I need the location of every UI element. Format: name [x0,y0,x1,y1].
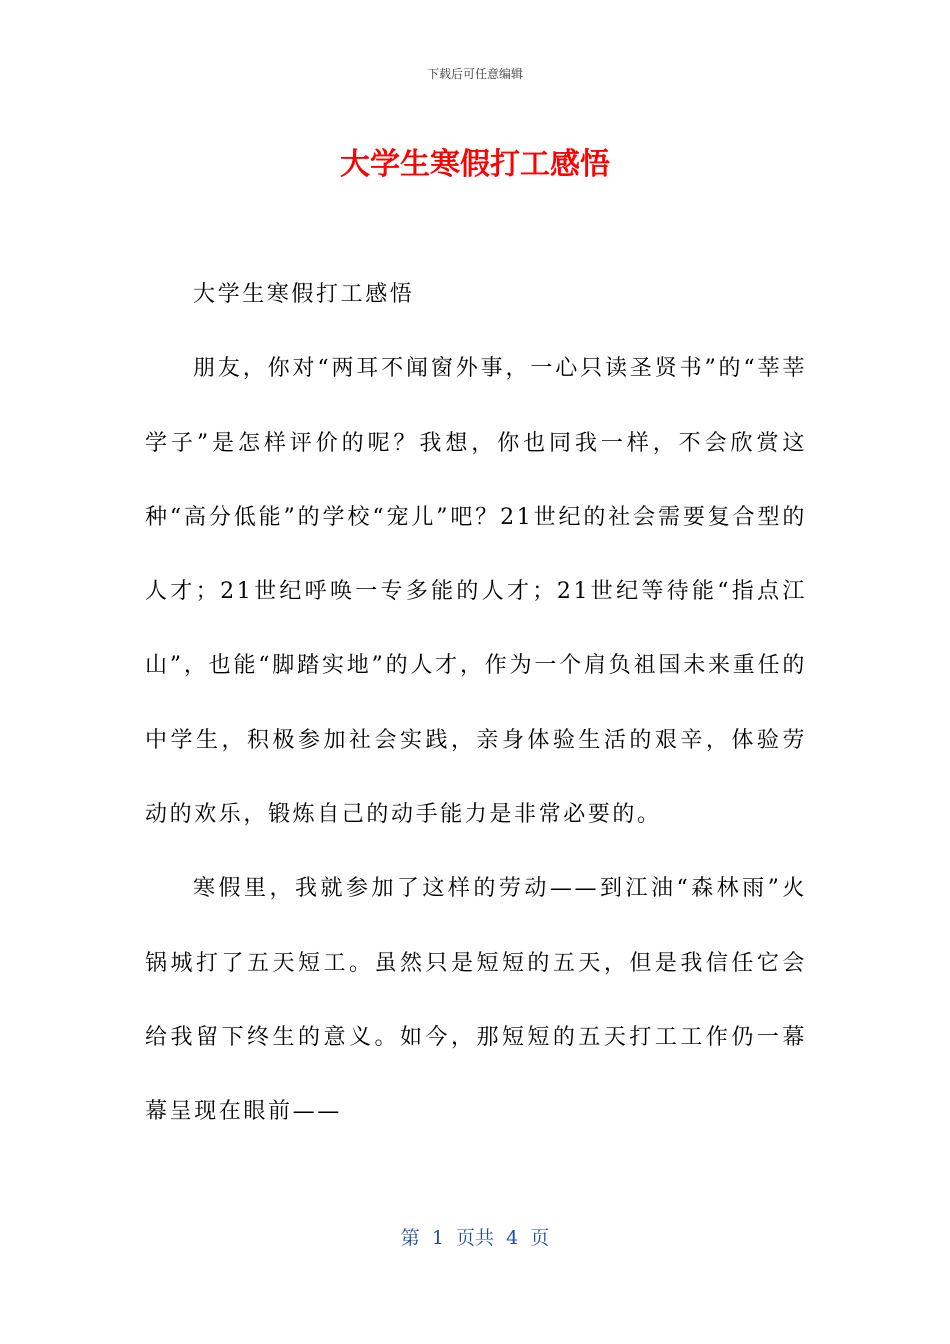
paragraph: 寒假里，我就参加了这样的劳动——到江油“森林雨”火锅城打了五天短工。虽然只是短短的五天，但是我信任它会给我留下终生的意义。如今，那短短的五天打工工作仍一幕幕呈现在眼前—— [145,876,807,1125]
header-note: 下载后可任意编辑 [426,67,523,81]
document-title: 大学生寒假打工感悟 [340,147,610,182]
document-body [145,258,807,1150]
paragraph: 朋友，你对“两耳不闻窗外事，一心只读圣贤书”的“莘莘学子”是怎样评价的呢？我想，你也同我一样，不会欣赏这种“高分低能”的学校“宠儿”吧？21世纪的社会需要复合型的人才；21世纪呼唤一专多能的人才；21世纪等待能“指点江山”，也能“脚踏实地”的人才，作为一个肩负祖国未来重任的中学生，积极参加社会实践，亲身体验生活的艰辛，体验劳动的欢乐，锻炼自己的动手能力是非常必要的。 [145,356,807,828]
page-number-footer: 第 1 页共 4 页 [400,1227,550,1249]
paragraph-heading: 大学生寒假打工感悟 [193,282,415,307]
